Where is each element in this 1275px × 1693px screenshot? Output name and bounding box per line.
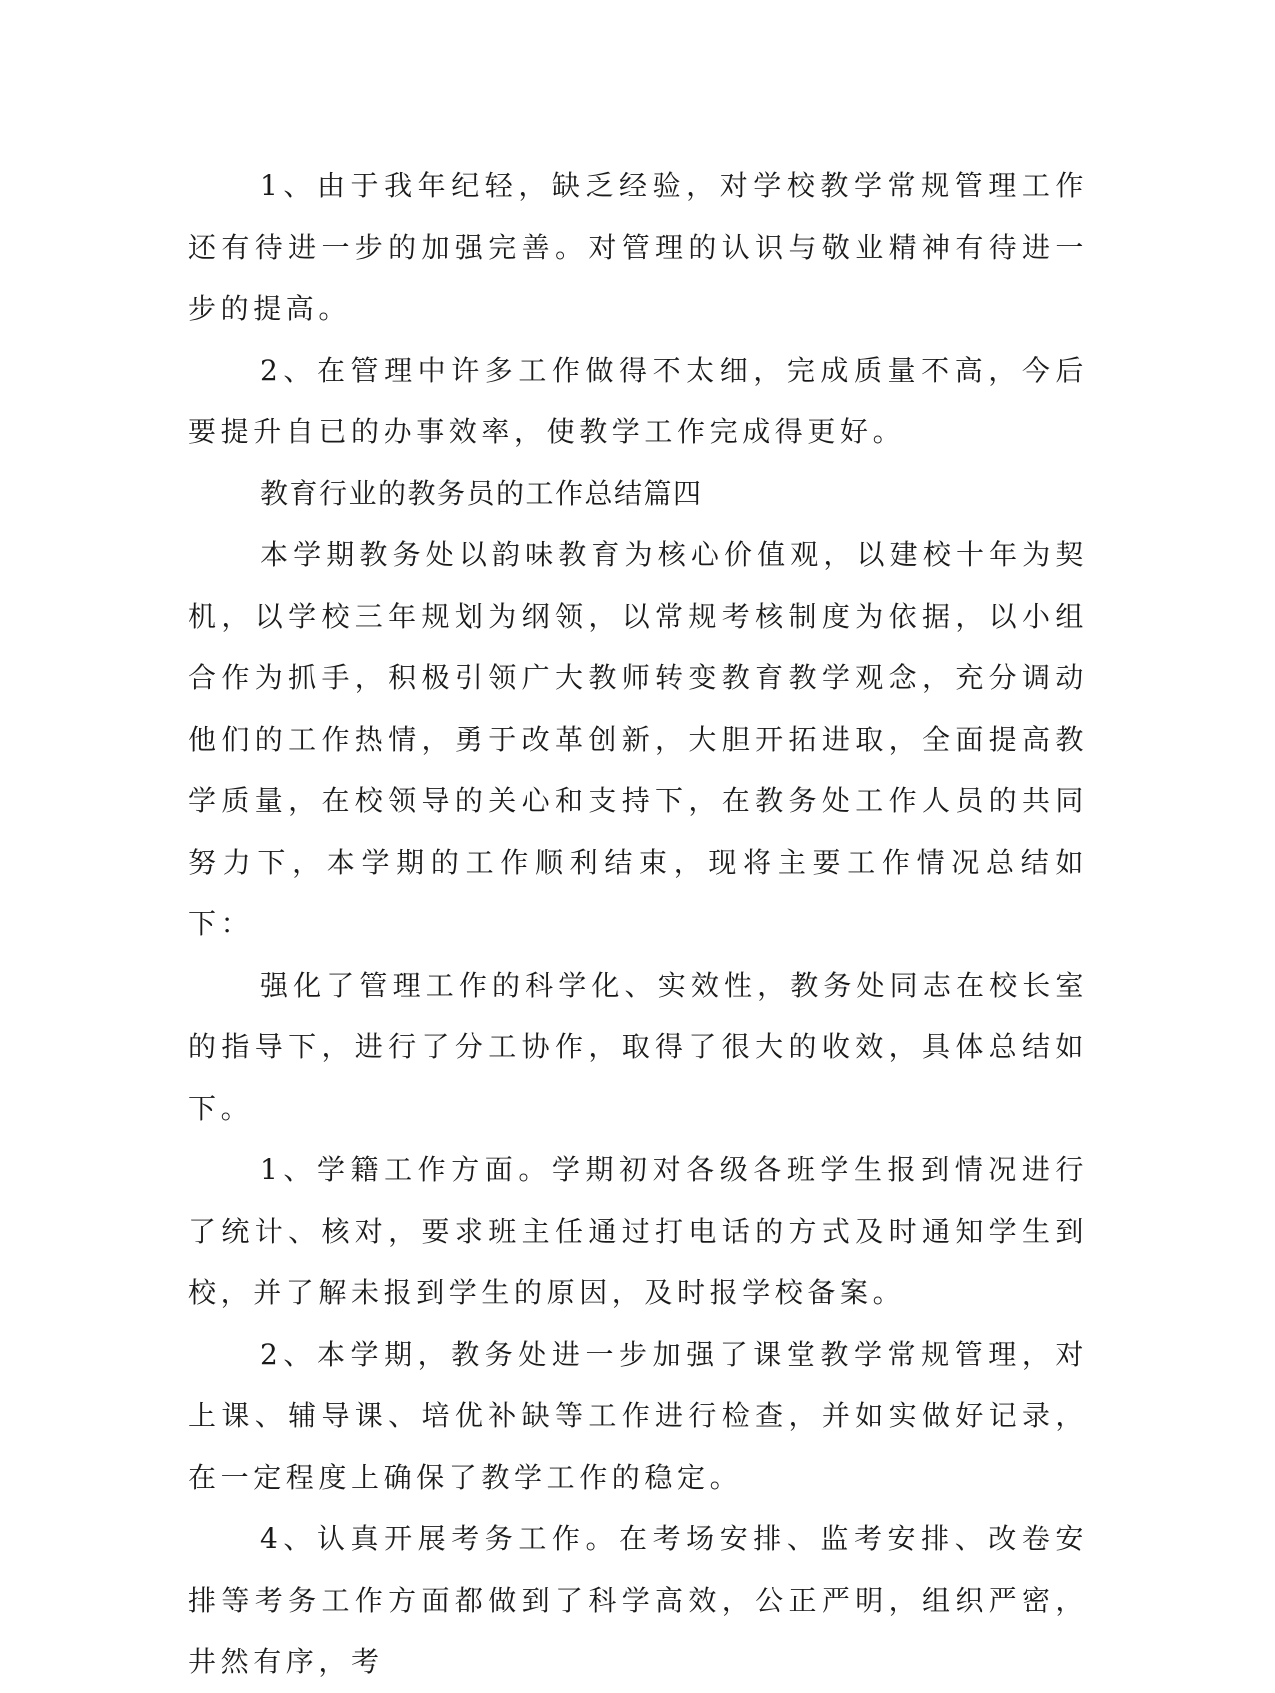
section-heading: 教育行业的教务员的工作总结篇四 [260, 476, 703, 510]
paragraph-intro: 本学期教务处以韵味教育为核心价值观，以建校十年为契机，以学校三年规划为纲领，以常规考核制度为依据，以小组合作为抓手，积极引领广大教师转变教育教学观念，充分调动他们的工作热情，勇于改革创新，大胆开拓进取，全面提高教学质量，在校领导的关心和支持下，在教务处工作人员的共同努力下，本学期的工作顺利结束，现将主要工作情况总结如下： [188, 538, 1088, 940]
paragraph-management: 强化了管理工作的科学化、实效性，教务处同志在校长室的指导下，进行了分工协作，取得了很大的收效，具体总结如下。 [188, 968, 1088, 1125]
document-body [188, 155, 1088, 1693]
paragraph-enrollment: 1、学籍工作方面。学期初对各级各班学生报到情况进行了统计、核对，要求班主任通过打电话的方式及时通知学生到校，并了解未报到学生的原因，及时报学校备案。 [188, 1153, 1088, 1309]
paragraph-exams: 4、认真开展考务工作。在考场安排、监考安排、改卷安排等考务工作方面都做到了科学高效，公正严明，组织严密，井然有序，考 [188, 1522, 1088, 1678]
paragraph-shortcoming-2: 2、在管理中许多工作做得不太细，完成质量不高，今后要提升自已的办事效率，使教学工作完成得更好。 [188, 353, 1088, 448]
paragraph-classroom: 2、本学期，教务处进一步加强了课堂教学常规管理，对上课、辅导课、培优补缺等工作进行检查，并如实做好记录，在一定程度上确保了教学工作的稳定。 [188, 1337, 1088, 1494]
paragraph-shortcoming-1: 1、由于我年纪轻，缺乏经验，对学校教学常规管理工作还有待进一步的加强完善。对管理的认识与敬业精神有待进一步的提高。 [188, 169, 1088, 325]
